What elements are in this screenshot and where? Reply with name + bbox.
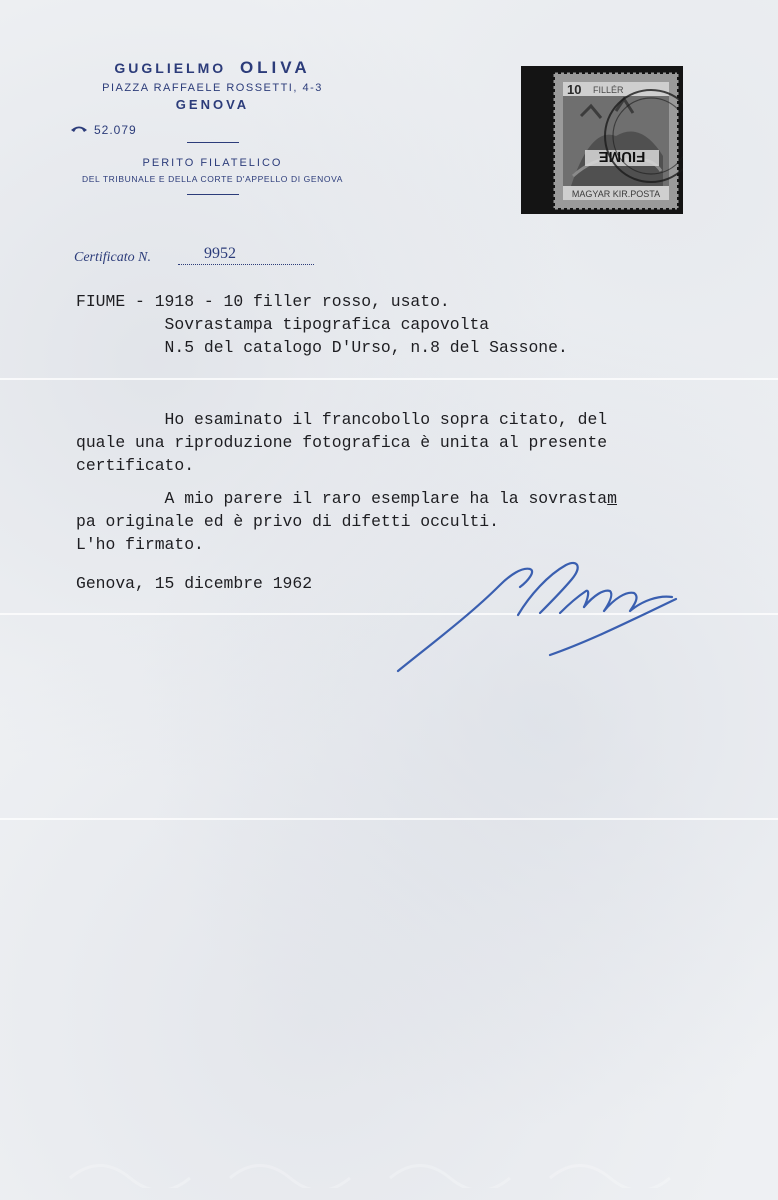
certificate-body	[76, 408, 617, 556]
certificate-number: 9952	[178, 244, 314, 265]
description-line: N.5 del catalogo D'Urso, n.8 del Sassone.	[76, 338, 568, 357]
stamp-value: 10	[567, 82, 582, 97]
expert-first-name: GUGLIELMO	[114, 60, 227, 76]
body-line: Ho esaminato il francobollo sopra citato, del	[76, 410, 608, 429]
expert-address: PIAZZA RAFFAELE ROSSETTI, 4-3	[102, 82, 323, 94]
description-line: FIUME - 1918 - 10 filler rosso, usato.	[76, 292, 450, 311]
expert-phone	[70, 123, 137, 137]
expert-title: PERITO FILATELICO	[142, 157, 283, 169]
date-line: Genova, 15 dicembre 1962	[76, 574, 313, 593]
stamp-photograph	[521, 66, 683, 214]
expert-last-name: OLIVA	[239, 58, 311, 77]
underlined-letter: m	[607, 489, 617, 508]
phone-number: 52.079	[94, 123, 137, 137]
expert-name	[60, 58, 365, 78]
body-line: L'ho firmato.	[76, 535, 204, 554]
body-line: quale una riproduzione fotografica è unita al presente	[76, 433, 608, 452]
handwritten-signature	[390, 555, 690, 690]
paper-fold	[0, 818, 778, 820]
stamp-currency: FILLÉR	[593, 85, 624, 95]
body-line: pa originale ed è privo di difetti occulti.	[76, 512, 499, 531]
stamp-overprint: FIUME	[598, 148, 646, 165]
expert-subtitle: DEL TRIBUNALE E DELLA CORTE D'APPELLO DI GENOVA	[82, 174, 343, 184]
telephone-icon	[70, 123, 88, 137]
expert-city: GENOVA	[175, 97, 250, 112]
description-line: Sovrastampa tipografica capovolta	[76, 315, 490, 334]
body-line: certificato.	[76, 456, 195, 475]
certificate-label: Certificato N.	[74, 250, 151, 265]
stamp-country: MAGYAR KIR.POSTA	[571, 189, 661, 199]
letterhead	[60, 58, 365, 195]
letterhead-divider	[187, 194, 239, 195]
stamp-description	[76, 290, 568, 359]
letterhead-divider	[187, 142, 239, 143]
paper-watermark	[60, 1148, 740, 1188]
paper-fold	[0, 378, 778, 380]
body-line: A mio parere il raro esemplare ha la sovrastam	[76, 489, 617, 508]
